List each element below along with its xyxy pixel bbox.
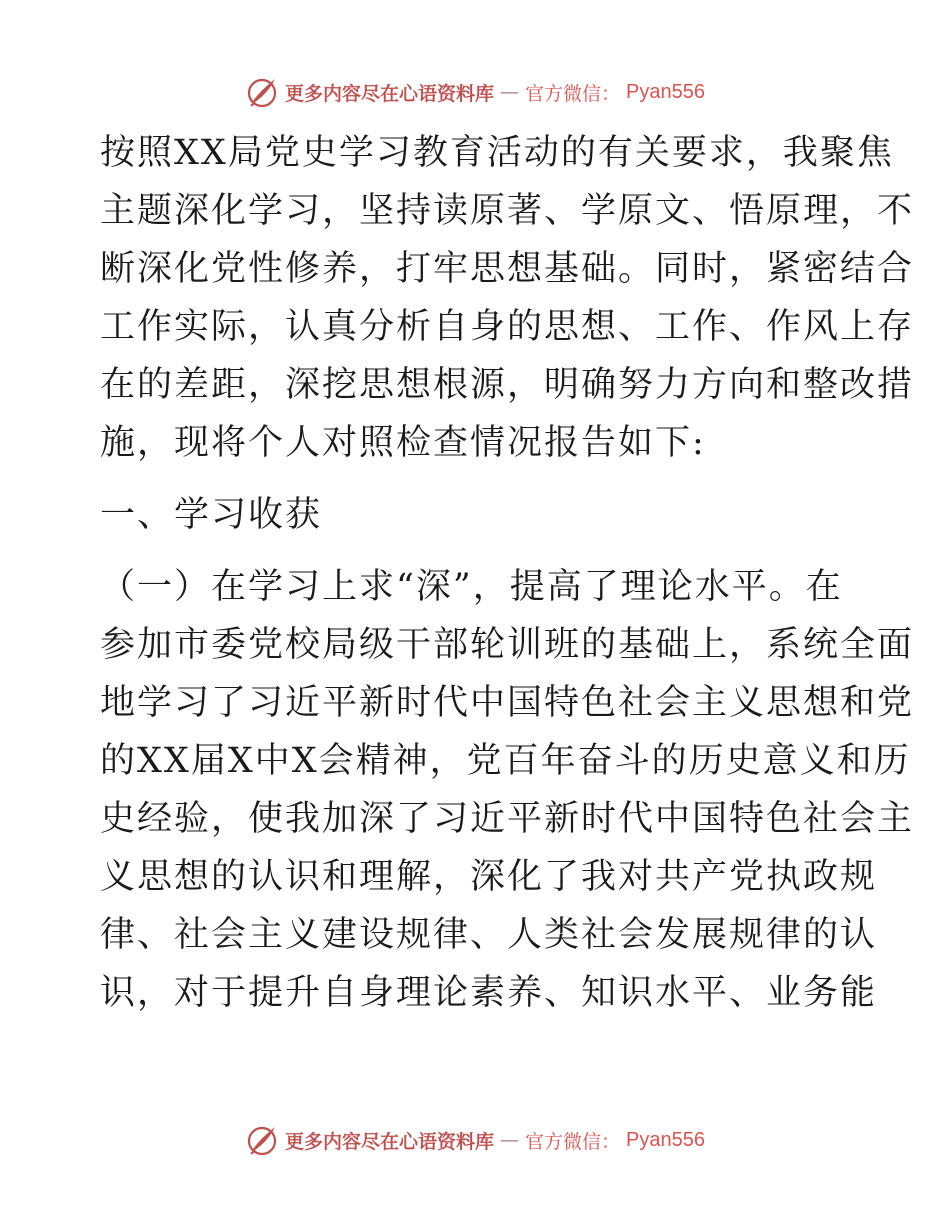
paragraph-line: 义思想的认识和理解，深化了我对共产党执政规 xyxy=(100,857,878,897)
header-banner xyxy=(0,72,950,112)
paragraph-line: 识，对于提升自身理论素养、知识水平、业务能 xyxy=(100,973,878,1013)
paragraph-line: 按照XX局党史学习教育活动的有关要求，我聚焦 xyxy=(100,133,894,173)
paragraph-line: 参加市委党校局级干部轮训班的基础上，系统全面 xyxy=(100,625,915,665)
feather-pen-logo-icon xyxy=(245,1123,279,1157)
paragraph-line: 工作实际，认真分析自身的思想、工作、作风上存 xyxy=(100,307,915,347)
paragraph-line: 断深化党性修养，打牢思想基础。同时，紧密结合 xyxy=(100,249,915,289)
wechat-label: 官方微信： xyxy=(525,1130,621,1153)
subsection-paragraph xyxy=(100,558,915,1022)
section-heading: 一、学习收获 xyxy=(100,495,323,535)
brand-text: 更多内容尽在心语资料库 xyxy=(285,1130,495,1153)
paragraph-line: 史经验，使我加深了习近平新时代中国特色社会主 xyxy=(100,799,915,839)
paragraph-line: （一）在学习上求“深”，提高了理论水平。在 xyxy=(100,567,843,607)
wechat-id: Pyan556 xyxy=(626,1128,705,1151)
paragraph-line: 的XX届X中X会精神，党百年奋斗的历史意义和历 xyxy=(100,741,911,781)
wechat-label: 官方微信： xyxy=(525,82,621,105)
footer-banner xyxy=(0,1120,950,1160)
paragraph-line: 律、社会主义建设规律、人类社会发展规律的认 xyxy=(100,915,878,955)
banner-separator: — xyxy=(500,1129,520,1151)
intro-paragraph xyxy=(100,124,915,472)
wechat-id: Pyan556 xyxy=(626,80,705,103)
paragraph-line: 主题深化学习，坚持读原著、学原文、悟原理，不 xyxy=(100,191,915,231)
paragraph-line: 地学习了习近平新时代中国特色社会主义思想和党 xyxy=(100,683,915,723)
brand-text: 更多内容尽在心语资料库 xyxy=(285,82,495,105)
paragraph-line: 在的差距，深挖思想根源，明确努力方向和整改措 xyxy=(100,365,915,405)
paragraph-line: 施，现将个人对照检查情况报告如下: xyxy=(100,423,706,463)
banner-separator: — xyxy=(500,81,520,103)
feather-pen-logo-icon xyxy=(245,75,279,109)
document-body xyxy=(100,124,915,1022)
